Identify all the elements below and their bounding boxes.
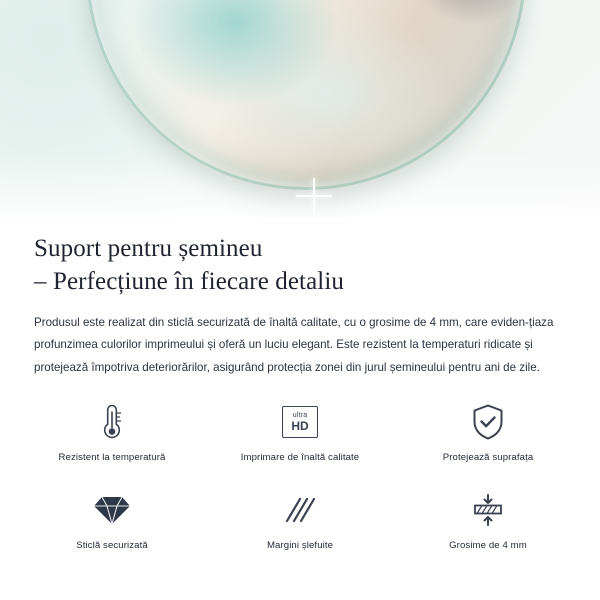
- hero-image: [0, 0, 600, 218]
- ultra-hd-badge-top: ultra: [292, 412, 308, 419]
- polished-edges-icon: [282, 488, 318, 532]
- feature-label: Sticlă securizată: [76, 540, 148, 551]
- feature-label: Protejează suprafața: [442, 452, 534, 463]
- page-title-line-1: Suport pentru șemineu: [34, 235, 263, 262]
- shield-check-icon: [471, 400, 505, 444]
- feature-tempered-glass: [18, 488, 206, 576]
- page-title: [0, 218, 600, 298]
- page-title-line-2: – Perfecțiune în fiecare detaliu: [34, 268, 344, 295]
- feature-label: Imprimare de înaltă calitate: [240, 452, 360, 463]
- diamond-icon: [93, 488, 131, 532]
- feature-label: Grosime de 4 mm: [449, 540, 527, 551]
- ultra-hd-icon: [282, 400, 318, 444]
- feature-grid: [0, 400, 600, 576]
- thickness-icon: [470, 488, 506, 532]
- feature-thickness: [394, 488, 582, 576]
- feature-polished-edges: [206, 488, 394, 576]
- feature-label: Margini șlefuite: [266, 540, 334, 551]
- thermometer-icon: [99, 400, 125, 444]
- feature-label: Rezistent la temperatură: [58, 452, 166, 463]
- ultra-hd-badge-bottom: HD: [291, 419, 309, 433]
- feature-high-quality-print: [206, 400, 394, 488]
- feature-temperature-resistant: [18, 400, 206, 488]
- glass-plate-image: [86, 0, 526, 190]
- feature-surface-protection: [394, 400, 582, 488]
- text-content: [0, 218, 600, 379]
- description-paragraph: Produsul este realizat din sticlă securizată de înaltă calitate, cu o grosime de 4 mm, care eviden-țiaza profunzimea culorilor imprimeului și oferă un luciu elegant. Este rezistent la temperaturi ridicate și protejează împotriva deteriorărilor, asigurând protecția zonei din jurul șemineului pentru ani de zile.: [34, 316, 554, 374]
